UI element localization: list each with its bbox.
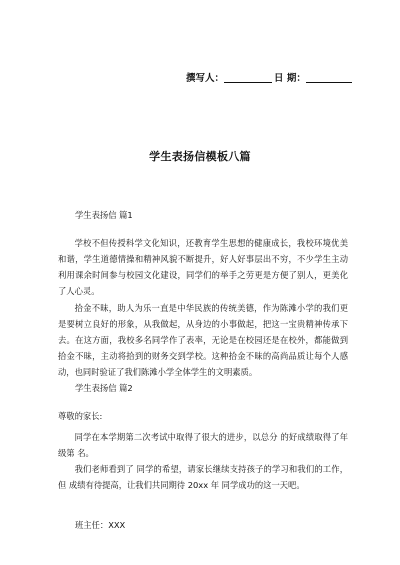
header-fields	[186, 70, 352, 84]
article2-greeting: 尊敬的家长:	[58, 411, 103, 421]
article2-signature: 班主任：XXX	[75, 520, 126, 530]
writer-label: 撰写人：	[186, 73, 225, 84]
document-title: 学生表扬信模板八篇	[149, 150, 251, 163]
date-blank	[306, 72, 352, 83]
writer-blank	[224, 72, 272, 83]
article2-paragraph-1: 同学在本学期第二次考试中取得了很大的进步，以总分 的好成绩取得了年级第 名。	[58, 432, 348, 458]
article1-paragraph-2: 拾金不昧，助人为乐一直是中华民族的传统美德，作为陈滩小学的我们更是要树立良好的形象，从我做起，从身边的小事做起，把这一宝贵精神传承下去。在这方面，我校多名同学作了表率，无论是在校园还是在校外，都能做到拾金不昧，主动将拾到的财务交到学校。这种拾金不昧的高尚品质让每个人感动，也同时验证了我们陈滩小学全体学生的文明素质。	[58, 303, 348, 377]
article1-heading: 学生表扬信 篇1	[75, 210, 133, 220]
date-label: 日 期：	[274, 73, 306, 84]
article1-paragraph-1: 学校不但传授科学文化知识，还教育学生思想的健康成长，我校环境优美和谐，学生道德情操和精神风貌不断提升，好人好事层出不穷，不少学生主动利用课余时间参与校园文化建设，同学们的举手之劳更是方便了别人，更美化了人心灵。	[58, 238, 348, 296]
article2-heading: 学生表扬信 篇2	[75, 383, 133, 393]
article2-paragraph-2: 我们老师看到了 同学的希望，请家长继续支持孩子的学习和我们的工作，但 成绩有待提高，让我们共同期待 20xx 年 同学成功的这一天吧。	[58, 464, 348, 490]
